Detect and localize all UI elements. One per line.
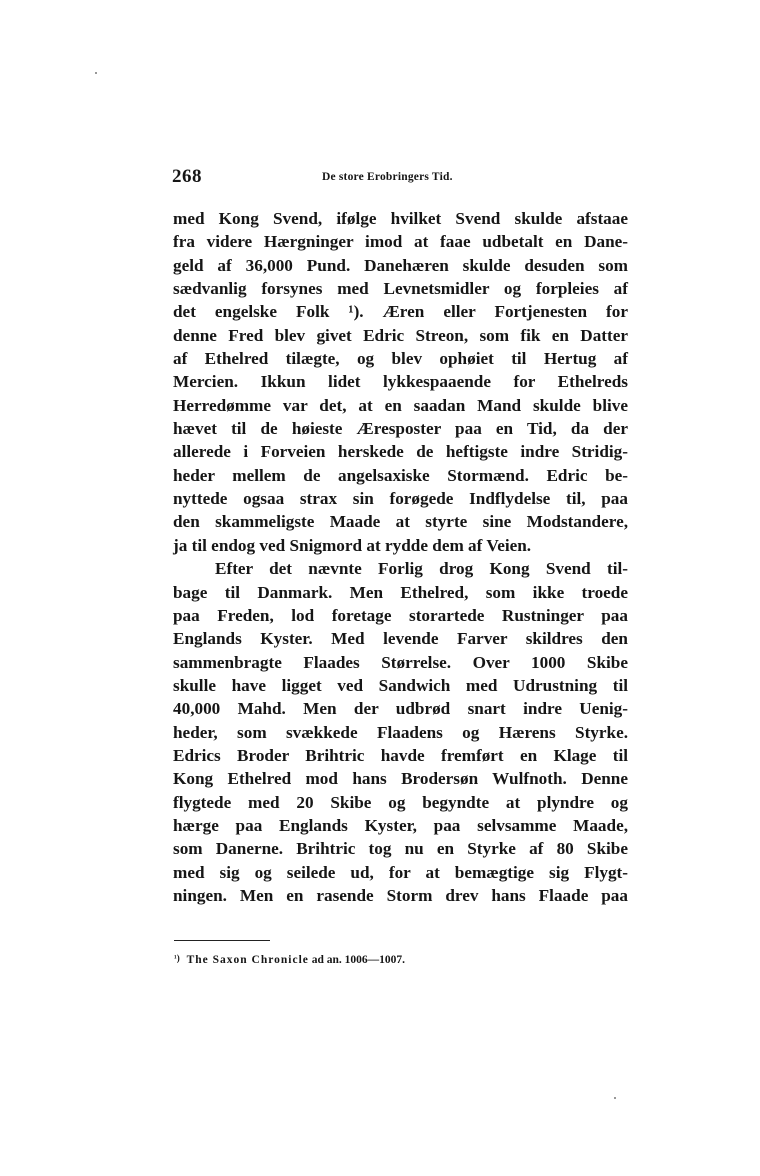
page-header [172, 166, 630, 196]
text-line: hærge paa Englands Kyster, paa selvsamme Maade, [173, 815, 628, 835]
text-line: skulle have ligget ved Sandwich med Udrustning til [173, 675, 628, 695]
page-number: 268 [172, 166, 202, 187]
text-line: sædvanlig forsynes med Levnetsmidler og forpleies af [173, 279, 628, 299]
text-line: Herredømme var det, at en saadan Mand skulde blive [173, 395, 628, 415]
text-line: geld af 36,000 Pund. Danehæren skulde desuden som [173, 255, 628, 275]
footnote [174, 953, 405, 966]
text-line: Edrics Broder Brihtric havde fremført en Klage til [173, 745, 628, 765]
text-line: bage til Danmark. Men Ethelred, som ikke troede [173, 582, 628, 602]
text-line: 40,000 Mahd. Men der udbrød snart indre Uenig- [173, 699, 628, 719]
paragraph-first-line: Efter det nævnte Forlig drog Kong Svend til- [215, 559, 628, 579]
text-line: heder mellem de angelsaxiske Stormænd. Edric be- [173, 465, 628, 485]
text-line: Englands Kyster. Med levende Farver skildres den [173, 629, 628, 649]
text-line: ningen. Men en rasende Storm drev hans Flaade paa [173, 885, 628, 905]
text-line: hævet til de høieste Æresposter paa en Tid, da der [173, 419, 628, 439]
footnote-source: The Saxon Chronicle [186, 954, 309, 966]
text-line: med Kong Svend, ifølge hvilket Svend skulde afstaae [173, 209, 628, 228]
text-line: paa Freden, lod foretage storartede Rustninger paa [173, 605, 628, 625]
running-head: De store Erobringers Tid. [322, 171, 453, 183]
text-line: denne Fred blev givet Edric Streon, som fik en Datter [173, 325, 628, 345]
footnote-marker: ¹) [174, 953, 180, 963]
text-line: som Danerne. Brihtric tog nu en Styrke af 80 Skibe [173, 839, 628, 859]
text-line: af Ethelred tilægte, og blev ophøiet til Hertug af [173, 349, 628, 369]
text-line: nyttede ogsaa strax sin forøgede Indflydelse til, paa [173, 489, 628, 509]
body-text [173, 207, 628, 907]
text-line: sammenbragte Flaades Størrelse. Over 1000 Skibe [173, 652, 628, 672]
paper-speck [614, 1097, 616, 1099]
text-line: Mercien. Ikkun lidet lykkespaaende for Ethelreds [173, 372, 628, 392]
text-line: den skammeligste Maade at styrte sine Modstandere, [173, 512, 628, 532]
text-line: allerede i Forveien herskede de heftigste indre Stridig- [173, 442, 628, 462]
text-line: heder, som svækkede Flaadens og Hærens Styrke. [173, 722, 628, 742]
footnote-rule [174, 940, 270, 941]
paper-speck [95, 72, 97, 74]
paragraph-last-line: ja til endog ved Snigmord at rydde dem af Veien. [173, 535, 532, 555]
text-line: det engelske Folk ¹). Æren eller Fortjenesten for [173, 302, 628, 322]
text-line: flygtede med 20 Skibe og begyndte at plyndre og [173, 792, 628, 812]
footnote-reference: ad an. 1006—1007. [311, 954, 406, 966]
text-line: med sig og seilede ud, for at bemægtige sig Flygt- [173, 862, 628, 882]
text-line: Kong Ethelred mod hans Brodersøn Wulfnoth. Denne [173, 769, 628, 789]
text-line: fra videre Hærgninger imod at faae udbetalt en Dane- [173, 232, 628, 252]
